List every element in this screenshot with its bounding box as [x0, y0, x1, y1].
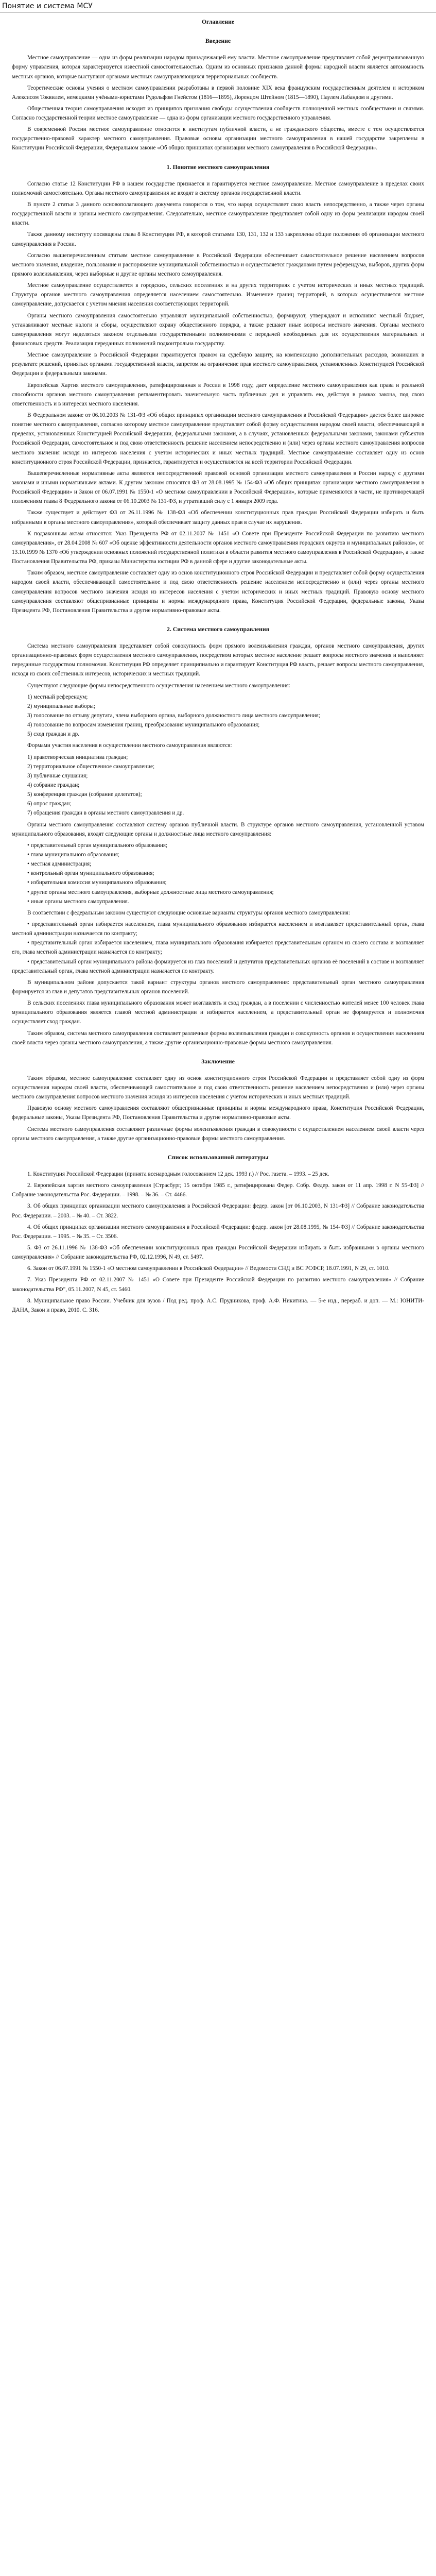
list-item: 5) конференция граждан (собрание делегатов);: [27, 791, 142, 798]
list-item: 7) обращения граждан в органы местного самоуправления и др.: [27, 810, 184, 817]
bullet-icon: •: [27, 898, 31, 905]
ch2-paragraph: Таким образом, система местного самоуправления составляет различные формы волеизъявления граждан и совокупность органов и осуществления населением своей власти через органы местного самоуправления, а также другие организационно-правовые формы местного самоуправления.: [12, 1030, 424, 1046]
list-item: 4) голосование по вопросам изменения границ, преобразования муниципального образования;: [27, 722, 260, 728]
list-item: • представительный орган избирается населением, глава муниципального образования избирается представительным органом из своего состава и возглавляет его, глава местной администрации назначается по контракту;: [12, 940, 424, 956]
direct-forms-list: [12, 692, 424, 739]
list-item: • избирательная комиссия муниципального образования;: [27, 879, 167, 886]
toc-heading: Оглавление: [201, 18, 235, 25]
reference-item: 8. Муниципальное право России. Учебник для вузов / Под ред. проф. А.С. Прудникова, проф. А.Ф. Никитина. — 5-е изд., перераб. и доп. — М.: ЮНИТИ-ДАНА, Закон и право, 2010. С. 316.: [12, 1297, 424, 1313]
ch1-paragraph: Согласно вышеперечисленным статьям местное самоуправление в Российской Федерации обеспечивает самостоятельное решение населением вопросов местного значения, владение, пользование и распоряжение муниципальной собственностью и осуществляется гражданами путем референдума, выборов, других форм прямого волеизъявления, через выборные и другие органы местного самоуправления.: [12, 252, 424, 277]
ch1-paragraph: Таким образом, местное самоуправление составляет одну из основ конституционного строя Российской Федерации и представляет собой форму осуществления народом своей власти, обеспечивающей самостоятельное и под свою ответственность решение населением непосредственно и (или) через органы местного самоуправления вопросов местного значения исходя из интересов населения с учетом исторических и иных местных традиций. Правовую основу местного самоуправления составляют общепризнанные принципы и нормы международного права, Конституция Российской Федерации, федеральные законы, Указы Президента РФ, Постановления Правительства и другие нормативно-правовые акты.: [12, 570, 424, 614]
ch2-paragraph: В соответствии с федеральным законом существуют следующие основные варианты структуры органов местного самоуправления:: [27, 909, 351, 916]
bullet-icon: •: [27, 879, 31, 886]
ch1-paragraph: Согласно статье 12 Конституции РФ в нашем государстве признается и гарантируется местное самоуправление. Местное самоуправление в пределах своих полномочий самостоятельно. Органы местного самоуправления не входят в систему органов государственной власти.: [12, 180, 424, 196]
conclusion-paragraph: Таким образом, местное самоуправление составляет одну из основ конституционного строя Российской Федерации и представляет собой одну из форм осуществления народом своей власти, обеспечивающей самостоятельное и под свою ответственность решение населением непосредственно и (или) через органы местного самоуправления вопросов местного значения исходя из интересов населения с учетом исторических и иных местных традиций.: [12, 1075, 424, 1100]
ch2-paragraph: Существуют следующие формы непосредственного осуществления населением местного самоуправления:: [27, 682, 290, 689]
ch2-paragraph: Органы местного самоуправления составляют систему органов публичной власти. В структуре органов местного самоуправления, установленной уставом муниципального образования, входят следующие органы и должностные лица местного самоуправления:: [12, 821, 424, 837]
ch2-paragraph: В сельских поселениях глава муниципального образования может возглавлять и сход граждан, а в поселении с численностью жителей менее 100 человек глава муниципального образования является главой местной администрации и избирается населением, а представительный орган не формируется и полномочия осуществляет сход граждан.: [12, 1000, 424, 1025]
list-item: 6) опрос граждан;: [27, 801, 72, 807]
list-item: • местная администрация;: [27, 861, 92, 868]
ch1-paragraph: В Федеральном законе от 06.10.2003 № 131-ФЗ «Об общих принципах организации местного самоуправления в Российской Федерации» дается более широкое понятие местного самоуправления, согласно которому местное самоуправление представляет собой форму осуществления народом своей власти, обеспечивающей в пределах, установленных Конституцией Российской Федерации, федеральными законами, а в случаях, установленных федеральными законами, законами субъектов Российской Федерации, самостоятельное и под свою ответственность решение населением непосредственно и (или) через органы местного самоуправления вопросов местного значения исходя из интересов населения с учетом исторических и иных местных традиций. Местное самоуправление составляет одну из основ конституционного строя Российской Федерации, признается, гарантируется и осуществляется на всей территории Российской Федерации.: [12, 412, 424, 465]
bodies-list: [12, 841, 424, 906]
reference-item: 6. Закон от 06.07.1991 № 1550-1 «О местном самоуправлении в Российской Федерации» // Ведомости СНД и ВС РСФСР, 18.07.1991, N 29, ст. 1010.: [27, 1265, 390, 1272]
conclusion-paragraph: Система местного самоуправления составляют различные формы волеизъявления граждан в совокупности с осуществлением населением своей власти через органы местного самоуправления, а также другие организационно-правовые формы местного самоуправления.: [12, 1126, 424, 1142]
ch1-paragraph: Также существует и действует ФЗ от 26.11.1996 № 138-ФЗ «Об обеспечении конституционных прав граждан Российской Федерации избирать и быть избранными в органы местного самоуправления», который обеспечивает защиту данных прав в случае их нарушения.: [12, 510, 424, 526]
reference-item: 1. Конституция Российской Федерации (принята всенародным голосованием 12 дек. 1993 г.) // Рос. газета. – 1993. – 25 дек.: [27, 1171, 329, 1177]
structure-variants-list: [12, 920, 424, 976]
intro-paragraph: В современной России местное самоуправление относится к институтам публичной власти, а не гражданского общества, вместе с тем осуществляется государственно-правовой характер местного самоуправления. Правовые основы организации местного самоуправления в нашей государстве закреплены в Конституции Российской Федерации, Федеральном законе «Об общих принципах организации местного самоуправления в Российской Федерации».: [12, 126, 424, 151]
list-item: 5) сход граждан и др.: [27, 731, 80, 738]
reference-item: 2. Европейская хартия местного самоуправления [Страсбург, 15 октября 1985 г., ратифицирована Федер. Собр. Федер. закон от 11 апр. 1998 г. N 55-ФЗ] // Собрание законодательства Рос. Федерации. – 1998. – № 36. – Ст. 4466.: [12, 1182, 424, 1198]
ch2-paragraph: Формами участия населения в осуществлении местного самоуправления являются:: [27, 742, 232, 749]
ch1-paragraph: Органы местного самоуправления самостоятельно управляют муниципальной собственностью, формируют, утверждают и исполняют местный бюджет, устанавливают местные налоги и сборы, осуществляют охрану общественного порядка, а также решают иные вопросы местного значения. Органы местного самоуправления могут наделяться законом отдельными государственными полномочиями с передачей необходимых для их осуществления материальных и финансовых средств. Реализация переданных полномочий подконтрольна государству.: [12, 312, 424, 347]
ch1-paragraph: К подзаконным актам относятся: Указ Президента РФ от 02.11.2007 № 1451 «О Совете при Президенте Российской Федерации по развитию местного самоуправления», от 28.04.2008 № 607 «Об оценке эффективности деятельности органов местного самоуправления городских округов и муниципальных районов», от 13.10.1999 № 1370 «Об утверждении основных положений государственной политики в области развития местного самоуправления в Российской Федерации», а также Постановления Правительства РФ, приказы Министерства юстиции РФ в данной сфере и другие законодательные акты.: [12, 530, 424, 565]
list-item: • другие органы местного самоуправления, выборные должностные лица местного самоуправления;: [27, 889, 274, 895]
page-title: Понятие и система МСУ: [0, 0, 436, 13]
list-item: 3) голосование по отзыву депутата, члена выборного органа, выборного должностного лица местного самоуправления;: [27, 713, 321, 719]
list-item: 4) собрание граждан;: [27, 782, 80, 788]
list-item: 3) публичные слушания;: [27, 772, 88, 779]
ch1-paragraph: В пункте 2 статьи 3 данного основополагающего документа говорится о том, что народ осуществляет свою власть непосредственно, а также через органы государственной власти и органы местного самоуправления. Следовательно, местное самоуправление представляет собой одну из форм реализации народом своей власти.: [12, 201, 424, 227]
bullet-icon: •: [27, 921, 32, 927]
list-item: 2) территориальное общественное самоуправление;: [27, 763, 155, 770]
list-item: • контрольный орган муниципального образования;: [27, 870, 154, 877]
list-item: • представительный орган муниципального образования;: [27, 842, 168, 849]
conclusion-heading: Заключение: [201, 1057, 235, 1065]
ch2-paragraph: В муниципальном районе допускается такой вариант структуры органов местного самоуправления: представительный орган местного самоуправления формируется из глав и депутатов представительных органов поселений.: [12, 979, 424, 995]
ch1-paragraph: Также данному институту посвящены глава 8 Конституции РФ, в которой статьями 130, 131, 132 и 133 закреплены общие положения об организации местного самоуправления в России.: [12, 231, 424, 247]
bullet-icon: •: [27, 940, 31, 946]
reference-item: 5. ФЗ от 26.11.1996 № 138-ФЗ «Об обеспечении конституционных прав граждан Российской Федерации избирать и быть избранными в органы местного самоуправления» // Собрание законодательства РФ, 02.12.1996, N 49, ст. 5497.: [12, 1244, 424, 1261]
bullet-icon: •: [27, 842, 31, 849]
participation-forms-list: [12, 753, 424, 818]
ch1-paragraph: Местное самоуправление осуществляется в городских, сельских поселениях и на других территориях с учетом исторических и иных местных традиций. Структура органов местного самоуправления определяется населением самостоятельно. Изменение границ территорий, в которых осуществляется местное самоуправление, допускается с учетом мнения населения соответствующих территорий.: [12, 282, 424, 308]
chapter1-heading: 1. Понятие местного самоуправления: [166, 163, 270, 171]
list-item: • глава муниципального образования;: [27, 851, 119, 858]
list-item: • представительный орган избирается населением, глава муниципального образования избирается населением и возглавляет представительный орган, глава местной администрации назначается по контракту;: [12, 921, 424, 937]
reference-item: 7. Указ Президента РФ от 02.11.2007 № 1451 «О Совете при Президенте Российской Федерации по развитию местного самоуправления» // Собрание законодательства РФ", 05.11.2007, N 45, ст. 5460.: [12, 1277, 424, 1293]
list-item: 1) местный референдум;: [27, 693, 88, 700]
bullet-icon: •: [27, 851, 31, 858]
bullet-icon: •: [27, 870, 31, 877]
ch1-paragraph: Местное самоуправление в Российской Федерации гарантируется правом на судебную защиту, на компенсацию дополнительных расходов, возникших в результате решений, принятых органами государственной власти, запретом на ограничение прав местного самоуправления, установленных Конституцией Российской Федерации и федеральными законами.: [12, 352, 424, 377]
intro-heading: Введение: [205, 37, 231, 45]
list-item: 2) муниципальные выборы;: [27, 703, 96, 709]
bullet-icon: •: [27, 861, 31, 868]
intro-paragraph: Теоретические основы учения о местном самоуправлении разработаны в первой половине XIX века французским государственным деятелем и историком Алексисом Токвилем, немецкими учёными-юристами Рудольфом Гнейстом (1816—1895), Лоренцом Штейном (1815—1890), Паулем Лабандом и другими.: [12, 84, 424, 100]
list-item: 1) правотворческая инициатива граждан;: [27, 754, 128, 760]
intro-paragraph: Местное самоуправление — одна из форм реализации народом принадлежащей ему власти. Местное самоуправление представляет собой децентрализованную форму управления, которая характеризуется известной самостоятельностью. Одним из основных признаков данной формы народной власти является автономность местных органов, которые выступают органами местных самоуправляющихся территориальных сообществ.: [12, 55, 424, 80]
ch1-paragraph: Европейская Хартия местного самоуправления, ратифицированная в России в 1998 году, дает определение местного самоуправления как права и реальной способности органов местного самоуправления регламентировать значительную часть публичных дел и управлять ею, действуя в рамках закона, под свою ответственность и в интересах местного населения.: [12, 382, 424, 407]
conclusion-paragraph: Правовую основу местного самоуправления составляют общепризнанные принципы и нормы международного права, Конституция Российской Федерации, федеральные законы, Указы Президента РФ, Постановления Правительства и другие нормативно-правовые акты.: [12, 1105, 424, 1121]
document-body: [12, 17, 424, 1315]
reference-item: 4. Об общих принципах организации местного самоуправления в Российской Федерации: федер. закон [от 28.08.1995, № 154-ФЗ] // Собрание законодательства Рос. Федерации. – 1995. – № 35. – Ст. 3506.: [12, 1224, 424, 1240]
references-heading: Список использованной литературы: [167, 1153, 269, 1161]
bullet-icon: •: [27, 958, 31, 965]
ch1-paragraph: Вышеперечисленные нормативные акты являются непосредственной правовой основой организации местного самоуправления в России наряду с другими законами и иными нормативными актами. К другим законам относятся ФЗ от 28.08.1995 № 154-ФЗ «Об общих принципах организации местного самоуправления в Российской Федерации» и Закон от 06.07.1991 № 1550-1 «О местном самоуправлении в Российской Федерации», которые применяются в части, не противоречащей положениям главы 8 Федерального закона от 06.10.2003 № 131-ФЗ, и утративший силу с 1 января 2009 года.: [12, 470, 424, 505]
list-item: • иные органы местного самоуправления.: [27, 898, 129, 905]
ch2-paragraph: Система местного самоуправления представляет собой совокупность форм прямого волеизъявления граждан, органов местного самоуправления, других организационно-правовых форм осуществления местного самоуправления, посредством которых местное население решает вопросы местного значения и выполняет переданные государством полномочия. Конституция РФ определяет принципиально и гарантирует Конституция РФ власть, решает вопросы местного самоуправления, исходя из своих собственных интересов, исторических и местных традиций.: [12, 643, 424, 677]
reference-item: 3. Об общих принципах организации местного самоуправления в Российской Федерации: федер. закон [от 06.10.2003, N 131-ФЗ] // Собрание законодательства Рос. Федерации. – 2003. – № 40. – Ст. 3822.: [12, 1203, 424, 1219]
list-item: • представительный орган муниципального района формируется из глав поселений и депутатов представительных органов её поселений в составе и возглавляет представительный орган, глава местной администрации назначается по контракту.: [12, 958, 425, 974]
bullet-icon: •: [27, 889, 31, 895]
intro-paragraph: Общественная теория самоуправления исходит из принципов признания свободы осуществления сообществ полноценной местных сообществами и связями. Согласно государственной теории местное самоуправление — одна из форм организации местного государственного управления.: [12, 105, 424, 122]
chapter2-heading: 2. Система местного самоуправления: [166, 625, 270, 633]
